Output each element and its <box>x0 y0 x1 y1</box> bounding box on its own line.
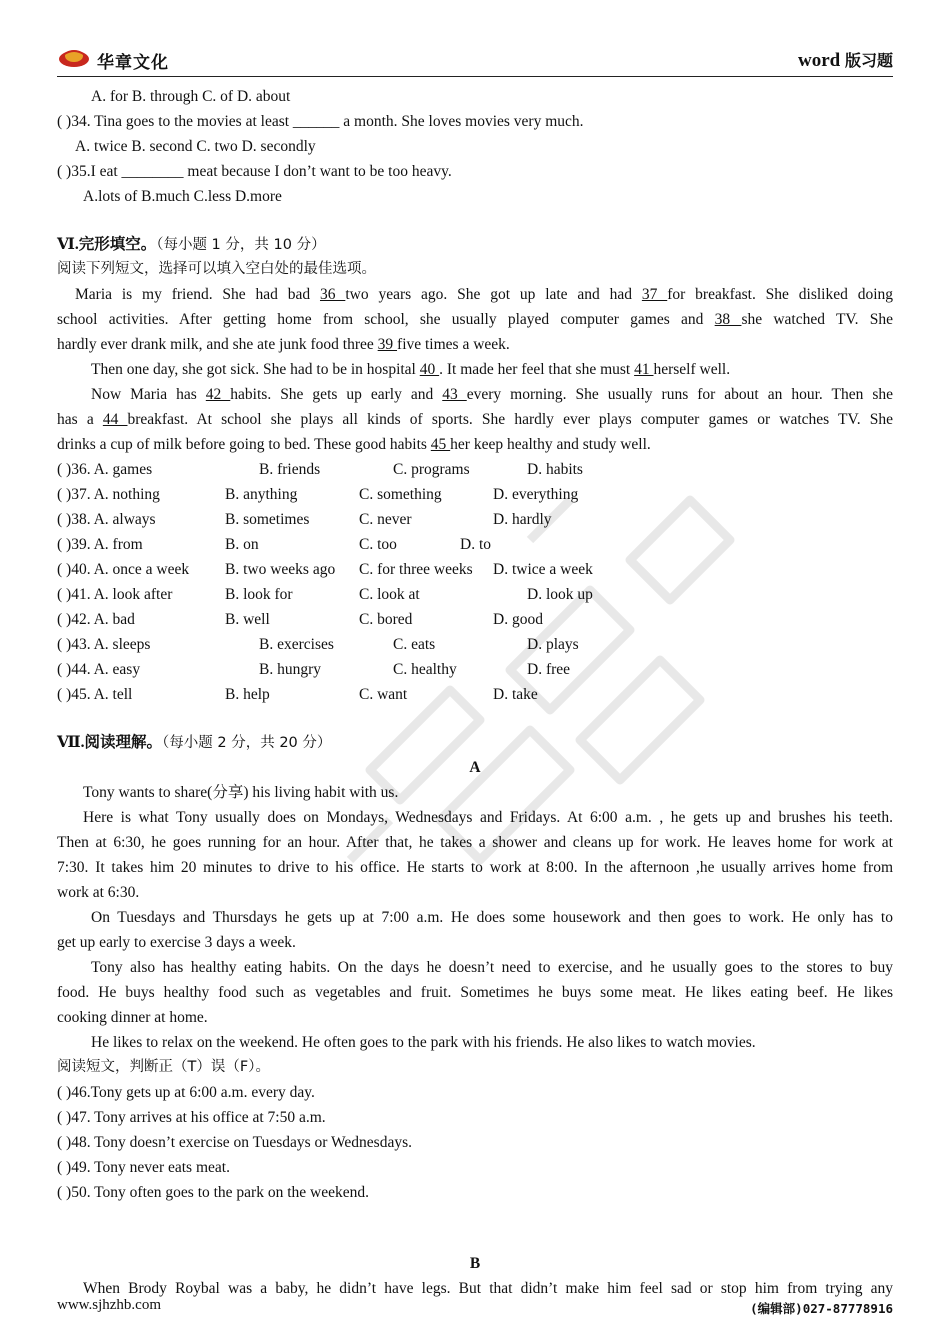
option-row <box>57 457 893 482</box>
brand-name: 华章文化 <box>97 53 169 73</box>
option-a: ( )44. A. easy <box>57 661 141 678</box>
option-row <box>57 582 893 607</box>
cloze-p1-line1: Maria is my friend. She had bad 36 two years ago. She got up late and had 37 for breakfast. She disliked doing <box>75 286 894 303</box>
passage-a-line: food. He buys healthy food such as vegetables and fruit. Sometimes he buys some meat. He likes eating beef. He likes <box>57 984 893 1001</box>
option-a: ( )43. A. sleeps <box>57 636 151 653</box>
option-c: C. never <box>359 511 412 528</box>
option-a: ( )37. A. nothing <box>57 486 160 503</box>
option-c: C. bored <box>359 611 413 628</box>
tf-question: ( )50. Tony often goes to the park on the weekend. <box>57 1184 369 1201</box>
option-d: D. hardly <box>493 511 552 528</box>
section-6-title: Ⅵ.完形填空。（每小题 1 分，共 10 分） <box>57 236 326 253</box>
cloze-p1-line3: hardly ever drank milk, and she ate junk food three 39 five times a week. <box>57 336 510 353</box>
option-c: C. something <box>359 486 442 503</box>
option-c: C. too <box>359 536 397 553</box>
option-d: D. plays <box>527 636 579 653</box>
option-b: B. sometimes <box>225 511 310 528</box>
q35-options: A.lots of B.much C.less D.more <box>83 188 282 205</box>
option-a: ( )39. A. from <box>57 536 143 553</box>
option-b: B. two weeks ago <box>225 561 336 578</box>
question-35: ( )35.I eat ________ meat because I don’t want to be too heavy. <box>57 163 452 180</box>
cloze-p1-line2: school activities. After getting home from school, she usually played computer games and 38 she watched TV. She <box>57 311 894 328</box>
option-d: D. everything <box>493 486 579 503</box>
passage-a-line: work at 6:30. <box>57 884 140 901</box>
section-7-title: Ⅶ.阅读理解。（每小题 2 分，共 20 分） <box>57 734 332 751</box>
section-6-instruction: 阅读下列短文，选择可以填入空白处的最佳选项。 <box>57 261 376 277</box>
option-c: C. eats <box>393 636 436 653</box>
passage-a-line: 7:30. It takes him 20 minutes to drive to his office. He starts to work at 8:00. In the afternoon ,he usually arrives home from <box>57 859 893 876</box>
option-row <box>57 682 893 707</box>
option-b: B. anything <box>225 486 298 503</box>
option-b: B. look for <box>225 586 293 603</box>
passage-a-line: Tony also has healthy eating habits. On the days he doesn’t need to exercise, and he usually goes to the stores to buy <box>91 959 893 976</box>
passage-b-line: When Brody Roybal was a baby, he didn’t have legs. But that didn’t make him feel sad or stop him from trying any <box>83 1280 893 1297</box>
q33-options: A. for B. through C. of D. about <box>91 88 291 105</box>
option-d: D. take <box>493 686 538 703</box>
passage-a-line: Then at 6:30, he goes running for an hour. After that, he takes a shower and cleans up for work. He leaves home for work at <box>57 834 893 851</box>
passage-a-line: cooking dinner at home. <box>57 1009 208 1026</box>
tf-question: ( )46.Tony gets up at 6:00 a.m. every day. <box>57 1084 315 1101</box>
footer-website: www.sjhzhb.com <box>57 1297 162 1313</box>
option-row <box>57 557 893 582</box>
option-row <box>57 607 893 632</box>
option-b: B. friends <box>259 461 321 478</box>
passage-a-line: get up early to exercise 3 days a week. <box>57 934 296 951</box>
page-content <box>57 84 893 1301</box>
option-d: D. good <box>493 611 543 628</box>
option-c: C. healthy <box>393 661 457 678</box>
option-a: ( )42. A. bad <box>57 611 135 628</box>
cloze-p3-line3: drinks a cup of milk before going to bed. These good habits 45 her keep healthy and study well. <box>57 436 651 453</box>
option-b: B. exercises <box>259 636 334 653</box>
option-row <box>57 657 893 682</box>
tf-question: ( )49. Tony never eats meat. <box>57 1159 230 1176</box>
option-a: ( )41. A. look after <box>57 586 173 603</box>
option-a: ( )38. A. always <box>57 511 156 528</box>
option-a: ( )36. A. games <box>57 461 153 478</box>
cloze-p3-line2: has a 44 breakfast. At school she plays all kinds of sports. She hardly ever plays computer games or watches TV. She <box>57 411 893 428</box>
option-d: D. habits <box>527 461 583 478</box>
option-a: ( )40. A. once a week <box>57 561 190 578</box>
question-34: ( )34. Tina goes to the movies at least ______ a month. She loves movies very much. <box>57 113 584 130</box>
cloze-p3-line1: Now Maria has 42 habits. She gets up early and 43 every morning. She usually runs for about an hour. Then she <box>91 386 894 403</box>
tf-instruction: 阅读短文，判断正（T）误（F）。 <box>57 1059 270 1075</box>
option-d: D. free <box>527 661 571 678</box>
cloze-p2-line1: Then one day, she got sick. She had to be in hospital 40 . It made her feel that she must 41 herself well. <box>91 361 731 378</box>
option-d: D. twice a week <box>493 561 593 578</box>
page-footer <box>57 1297 893 1319</box>
brand-logo-icon <box>57 45 91 69</box>
option-c: C. look at <box>359 586 420 603</box>
option-d: D. look up <box>527 586 593 603</box>
passage-a-line: On Tuesdays and Thursdays he gets up at 7:00 a.m. He does some housework and then goes to work. He only has to <box>91 909 893 926</box>
option-row <box>57 532 893 557</box>
option-row <box>57 482 893 507</box>
cloze-options <box>57 457 893 707</box>
passage-b-label: B <box>469 1255 481 1272</box>
q34-options: A. twice B. second C. two D. secondly <box>75 138 316 155</box>
option-row <box>57 507 893 532</box>
option-d: D. to <box>460 536 491 553</box>
passage-a-label: A <box>469 759 481 776</box>
option-a: ( )45. A. tell <box>57 686 133 703</box>
option-c: C. programs <box>393 461 470 478</box>
passage-a-line: Here is what Tony usually does on Mondays, Wednesdays and Fridays. At 6:00 a.m. , he gets up and brushes his teeth. <box>83 809 893 826</box>
footer-phone: (编辑部)027-87778916 <box>750 1301 893 1316</box>
doc-type-label: word 版习题 <box>798 50 893 71</box>
tf-question: ( )48. Tony doesn’t exercise on Tuesdays or Wednesdays. <box>57 1134 412 1151</box>
option-c: C. want <box>359 686 408 703</box>
option-b: B. hungry <box>259 661 321 678</box>
passage-a-line: He likes to relax on the weekend. He often goes to the park with his friends. He also likes to watch movies. <box>91 1034 756 1051</box>
tf-question: ( )47. Tony arrives at his office at 7:50 a.m. <box>57 1109 326 1126</box>
page-header <box>57 44 893 77</box>
passage-a-line: Tony wants to share(分享) his living habit with us. <box>83 784 399 801</box>
option-c: C. for three weeks <box>359 561 473 578</box>
option-b: B. on <box>225 536 259 553</box>
option-row <box>57 632 893 657</box>
option-b: B. help <box>225 686 270 703</box>
option-b: B. well <box>225 611 270 628</box>
